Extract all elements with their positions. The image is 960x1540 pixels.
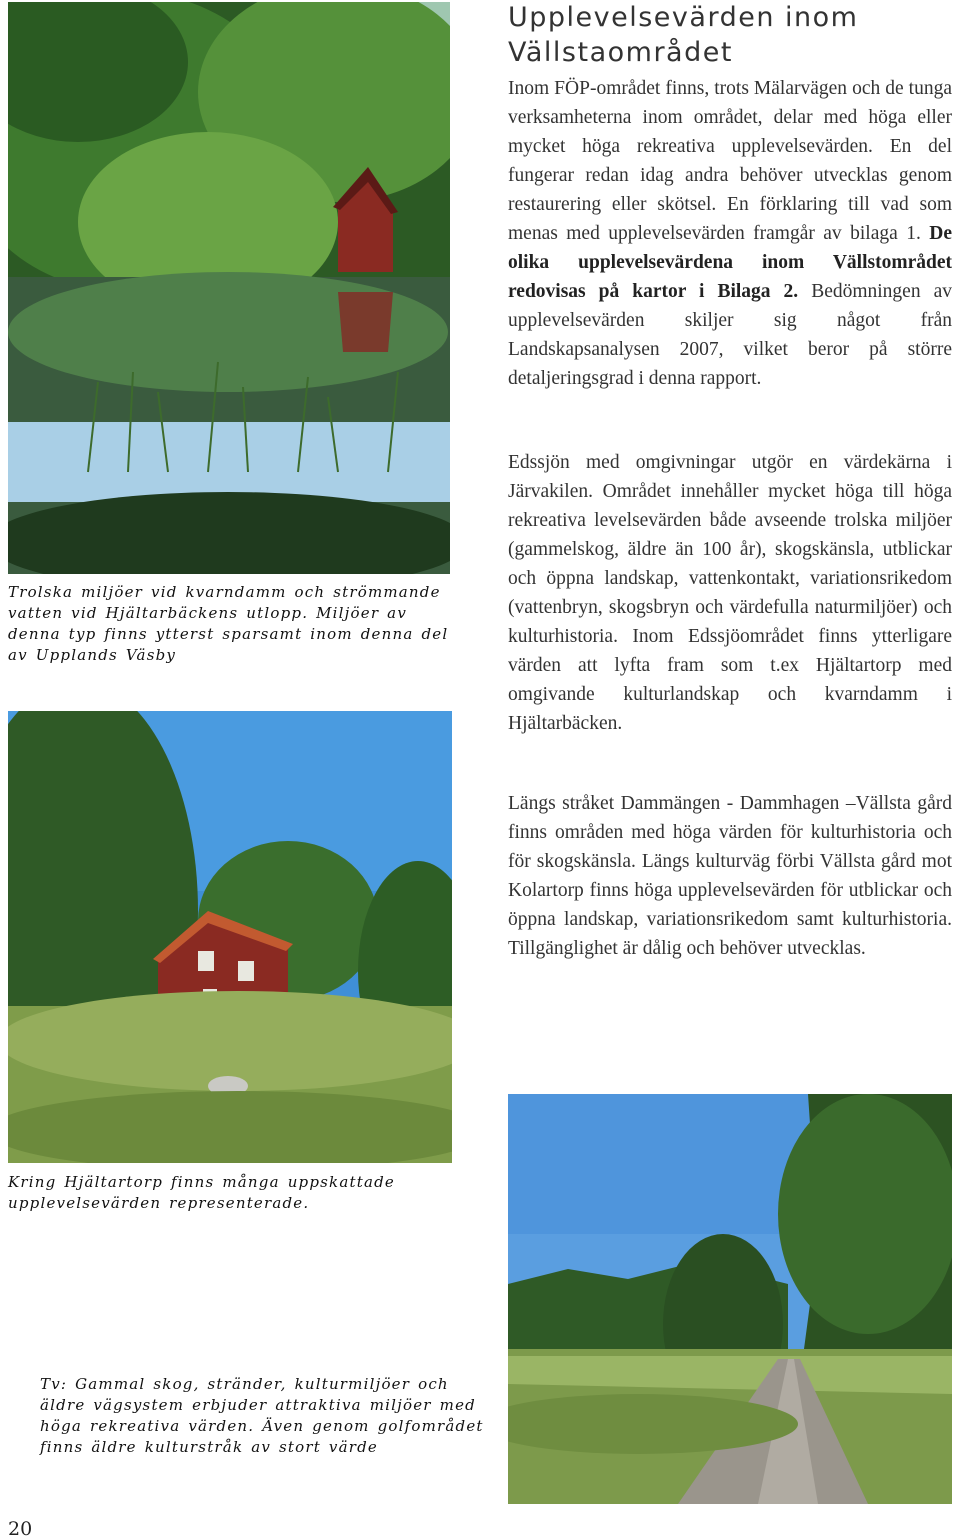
paragraph-intro-bold: De olika upplevelsevärdena inom Vällstområdet redovisas på kartor i Bilaga 2. (508, 223, 952, 302)
page-number: 20 (8, 1518, 33, 1540)
paragraph-intro (508, 74, 952, 393)
caption-cottage: Kring Hjältartorp finns många uppskattade upplevelsevärden representerade. (8, 1173, 395, 1212)
photo-pond-mill (8, 2, 450, 574)
paragraph-dammangen: Längs stråket Dammängen - Dammhagen –Vällsta gård finns områden med höga värden för kulturhistoria och för skogskänsla. Längs kulturväg förbi Vällsta gård mot Kolartorp finns höga upplevelsevärden för utblickar och öppna landskap, variationsrikedom samt kulturhistoria. Tillgänglighet är dålig och behöver utvecklas. (508, 793, 952, 959)
paragraph-edssjon: Edssjön med omgivningar utgör en värdekärna i Järvakilen. Området innehåller mycket höga till höga rekreativa levelsevärden både avseende trolska miljöer (gammelskog, äldre än 100 år), skogskänsla, utblickar och öppna landskap, vattenkontakt, variationsrikedom (vattenbryn, skogsbryn och värdefulla naturmiljöer) och kulturhistoria. Inom Edssjöområdet finns ytterligare värden att lyfta fram som t.ex Hjältartorp med omgivande kulturlandskap och kvarndamm i Hjältarbäcken. (508, 452, 952, 734)
caption-forest: Tv: Gammal skog, stränder, kulturmiljöer och äldre vägsystem erbjuder attraktiva miljöer med höga rekreativa värden. Även genom golfområdet finns äldre kulturstråk av stort värde (40, 1375, 484, 1456)
caption-pond: Trolska miljöer vid kvarndamm och strömmande vatten vid Hjältarbäckens utlopp. Miljöer av denna typ finns ytterst sparsamt inom denna del av Upplands Väsby (8, 583, 449, 664)
page-title-line-1: Upplevelsevärden inom (508, 2, 859, 33)
photo-red-cottage (8, 711, 452, 1163)
paragraph-intro-text: Inom FÖP-området finns, trots Mälarvägen och de tunga verksamheterna inom området, delar med höga eller mycket höga rekreativa upplevelsevärden. En del fungerar redan idag andra behöver utvecklas genom restaurering eller skötsel. En förklaring till vad som menas med upplevelsevärden framgår av bilaga 1. (508, 78, 952, 244)
page-title (508, 0, 958, 70)
photo-forest-road (508, 1094, 952, 1504)
page-title-line-2: Vällstaområdet (508, 37, 733, 68)
paragraph-intro-text-end: Bedömningen av upplevelsevärden skiljer sig något från Landskapsanalysen 2007, vilket beror på större detaljeringsgrad i denna rapport. (508, 281, 952, 389)
